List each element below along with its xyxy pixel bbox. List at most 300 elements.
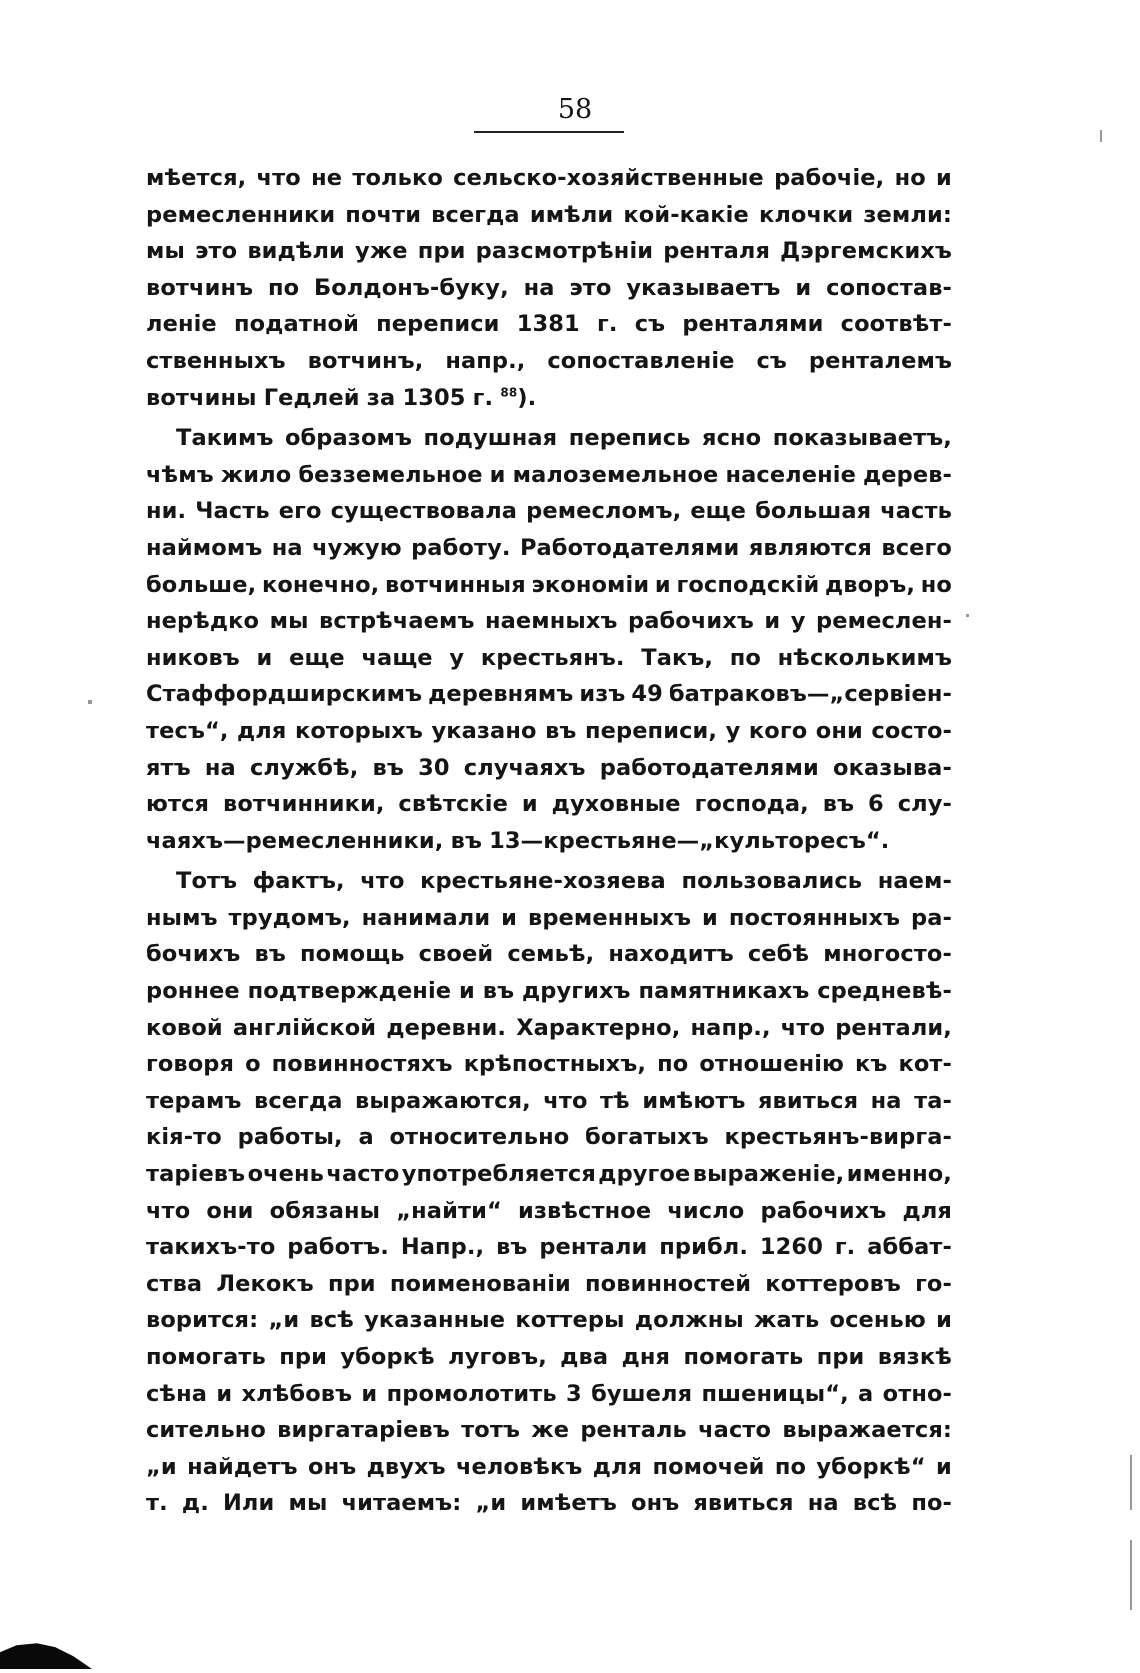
word: на xyxy=(271,534,303,561)
word: ремесленники xyxy=(146,201,336,228)
word: наемныхъ xyxy=(485,608,618,635)
word: всегда xyxy=(431,201,520,228)
word: по xyxy=(267,274,300,301)
word: соотвѣт- xyxy=(840,311,952,338)
word: еще xyxy=(289,644,345,671)
word: чаще xyxy=(361,644,433,671)
word: ства xyxy=(146,1270,203,1297)
text-line xyxy=(146,941,952,978)
word: службѣ, xyxy=(249,754,359,781)
word: „найти“ xyxy=(396,1197,502,1224)
word: Болдонъ-буку, xyxy=(314,274,509,301)
word: онъ xyxy=(631,1490,680,1517)
word: таріевъ xyxy=(146,1161,246,1188)
word: рабочихъ xyxy=(628,608,754,635)
word: уборкѣ xyxy=(340,1344,435,1370)
word: и xyxy=(764,608,781,635)
text-line xyxy=(146,1015,952,1052)
word: оказыва- xyxy=(833,754,952,781)
word: 1381 xyxy=(516,311,580,338)
word: за xyxy=(366,384,396,411)
word: рентали, xyxy=(835,1014,952,1041)
word: два xyxy=(560,1344,609,1370)
word: на xyxy=(807,1490,839,1517)
text-line xyxy=(146,868,952,905)
word: въ xyxy=(496,1234,528,1261)
word: 1260 xyxy=(759,1234,823,1261)
word: земли: xyxy=(863,201,952,228)
word: духовные xyxy=(551,791,681,818)
word: больше, xyxy=(146,571,257,598)
word: на xyxy=(870,1087,902,1114)
word: 3 xyxy=(566,1380,582,1407)
body-text xyxy=(146,165,952,1527)
text-line xyxy=(146,1417,952,1454)
word: и xyxy=(936,1453,952,1480)
word: перепись xyxy=(568,425,691,452)
word: должны xyxy=(634,1307,744,1334)
word: господскій xyxy=(676,571,820,598)
word: ни. xyxy=(146,498,187,525)
word: для xyxy=(237,717,287,744)
word: и xyxy=(361,1380,378,1407)
word: но xyxy=(920,571,952,598)
word: что xyxy=(360,868,405,895)
text-line xyxy=(146,165,952,202)
word: онъ xyxy=(308,1453,357,1480)
word: у xyxy=(725,717,741,744)
word: и xyxy=(501,904,518,931)
word: почти xyxy=(345,201,422,228)
word: и xyxy=(654,571,671,598)
word: чаяхъ—ремесленники, xyxy=(146,827,444,854)
word: что xyxy=(256,165,301,191)
text-line xyxy=(146,1234,952,1271)
word: по- xyxy=(911,1490,952,1517)
word: крѣпостныхъ, xyxy=(463,1051,647,1078)
word: жило xyxy=(220,461,292,488)
word: напр., xyxy=(445,347,526,374)
word: наймомъ xyxy=(146,534,263,561)
word: видѣли xyxy=(247,238,345,265)
word: именно, xyxy=(846,1161,952,1188)
word: большая xyxy=(755,498,872,525)
page-number-rule xyxy=(474,131,624,133)
word: экономіи xyxy=(531,571,650,598)
word: крестьянъ. xyxy=(480,644,625,671)
word: помогать xyxy=(146,1344,266,1370)
word: населеніе xyxy=(725,461,856,488)
text-line xyxy=(146,202,952,239)
word: для xyxy=(902,1197,952,1224)
word: въ xyxy=(450,827,482,854)
word: „и xyxy=(268,1307,300,1334)
word: Такимъ xyxy=(176,425,274,452)
word: средневѣ- xyxy=(817,978,952,1005)
word: переписи, xyxy=(584,717,718,744)
word: работъ. xyxy=(287,1234,389,1261)
word: кія-то xyxy=(146,1124,222,1151)
word: встрѣчаемъ xyxy=(319,608,475,635)
word: работу. xyxy=(411,534,511,561)
word: кой-какіе xyxy=(623,201,749,228)
word: отно- xyxy=(882,1380,952,1407)
text-line xyxy=(146,1454,952,1491)
word: очень xyxy=(247,1161,324,1188)
margin-mark xyxy=(1130,1540,1132,1610)
word: повинностяхъ xyxy=(271,1051,453,1078)
word: господа, xyxy=(694,791,809,818)
text-line xyxy=(146,681,952,718)
word: Такъ, xyxy=(641,644,714,671)
word: г. xyxy=(472,384,494,411)
word: ренталемъ xyxy=(808,347,952,374)
text-line xyxy=(146,1161,952,1198)
word: всего xyxy=(881,534,952,561)
word: 30 xyxy=(418,754,450,781)
word: сопостав- xyxy=(826,274,952,301)
text-line xyxy=(146,1051,952,1088)
word: нымъ xyxy=(146,904,218,931)
word: въ xyxy=(372,754,404,781)
word: человѣкъ xyxy=(455,1453,583,1480)
word: постоянныхъ xyxy=(728,904,901,931)
word: рентали xyxy=(539,1234,648,1261)
page-number: 58 xyxy=(557,94,593,125)
word: съ xyxy=(756,347,787,374)
word: напр., xyxy=(690,1014,771,1041)
word: ра- xyxy=(911,904,952,931)
word: Дэргемскихъ xyxy=(780,238,952,265)
word: малоземельное xyxy=(512,461,719,488)
text-line xyxy=(146,572,952,609)
text-line xyxy=(146,348,952,385)
text-line xyxy=(146,718,952,755)
word: кого xyxy=(748,717,808,744)
word: 6 xyxy=(868,791,884,818)
word: дня xyxy=(621,1344,671,1370)
margin-mark xyxy=(88,700,92,704)
word: и xyxy=(521,791,538,818)
word: крестьянъ-вирга- xyxy=(724,1124,952,1151)
word: многосто- xyxy=(823,941,952,968)
word: работодателями xyxy=(599,754,819,781)
word: и xyxy=(936,1307,952,1334)
word: имѣетъ xyxy=(520,1490,617,1517)
word: мы xyxy=(269,608,309,635)
word: обязаны xyxy=(269,1197,381,1224)
word: помочей xyxy=(652,1453,765,1480)
word: явиться xyxy=(693,1490,794,1517)
word: ремеслен- xyxy=(816,608,952,635)
word: они xyxy=(815,717,863,744)
word: слу- xyxy=(897,791,952,818)
word: что xyxy=(146,1197,191,1224)
word: ковой xyxy=(146,1014,223,1041)
word: безземельное xyxy=(298,461,483,488)
word: ренталями xyxy=(682,311,824,338)
word: и xyxy=(795,274,812,301)
word: своей xyxy=(418,941,494,968)
word: батраковъ—„сервіен- xyxy=(668,681,952,708)
word: аббат- xyxy=(867,1234,952,1261)
word: такихъ-то xyxy=(146,1234,276,1261)
word: сѣна xyxy=(146,1380,208,1407)
word: 13—крестьяне—„культоресъ“. xyxy=(489,827,890,854)
word: мы xyxy=(146,238,185,265)
word: у xyxy=(790,608,806,635)
word: тотъ xyxy=(461,1417,520,1444)
word: роннее xyxy=(146,978,240,1005)
word: образомъ xyxy=(284,425,413,452)
text-line xyxy=(146,1381,952,1418)
word: свѣтскіе xyxy=(398,791,508,818)
word: разсмотрѣніи xyxy=(475,238,654,265)
word: нанимали xyxy=(361,904,491,931)
text-line xyxy=(146,1271,952,1308)
word: часть xyxy=(880,498,952,525)
word: Лекокъ xyxy=(216,1270,314,1297)
word: сельско-хозяйственные xyxy=(453,165,764,191)
word: деревни. xyxy=(386,1014,507,1041)
word: вотчинныя xyxy=(385,571,526,598)
word: и xyxy=(256,644,273,671)
word: и xyxy=(702,904,718,931)
word: ятъ xyxy=(146,754,191,781)
word: нѣсколькимъ xyxy=(777,644,952,671)
text-line xyxy=(146,645,952,682)
word: жать xyxy=(754,1307,820,1334)
word: г. xyxy=(596,311,618,338)
text-line xyxy=(146,535,952,572)
word: наем- xyxy=(877,868,952,895)
word: только xyxy=(352,165,443,191)
word: выражается: xyxy=(782,1417,952,1444)
word: ственныхъ xyxy=(146,347,286,374)
word: Характерно, xyxy=(516,1014,681,1041)
word: извѣстное xyxy=(518,1197,652,1224)
word: которыхъ xyxy=(294,717,423,744)
word: и xyxy=(459,978,475,1005)
word: вотчинники, xyxy=(223,791,385,818)
word: д. xyxy=(181,1490,209,1517)
word: это xyxy=(569,274,612,301)
text-line xyxy=(146,1344,952,1381)
word: имѣютъ xyxy=(642,1087,746,1114)
word: число xyxy=(667,1197,745,1224)
word: и xyxy=(216,1380,233,1407)
word: рабочихъ xyxy=(760,1197,887,1224)
word: деревнямъ xyxy=(428,681,574,708)
word: уже xyxy=(355,238,408,265)
word: состо- xyxy=(871,717,952,744)
word: пшеницы“, xyxy=(701,1380,849,1407)
word: мы xyxy=(288,1490,328,1517)
word: подтвержденіе xyxy=(247,978,452,1005)
word: у xyxy=(449,644,465,671)
word: хлѣбовъ xyxy=(241,1380,353,1407)
word: тѣ xyxy=(600,1087,630,1114)
word: по xyxy=(774,1453,807,1480)
word: выраженіе, xyxy=(692,1161,845,1188)
word: бочихъ xyxy=(146,941,241,968)
word: богатыхъ xyxy=(585,1124,709,1151)
word: ренталь xyxy=(580,1417,687,1444)
word: еще xyxy=(690,498,747,525)
word: его xyxy=(278,498,322,525)
word: вотчинъ, xyxy=(307,347,424,374)
word: указанные xyxy=(364,1307,506,1334)
word: промолотить xyxy=(386,1380,557,1407)
word: съ xyxy=(634,311,666,338)
word: пользовались xyxy=(681,868,863,895)
word: ются xyxy=(146,791,210,818)
word: же xyxy=(531,1417,570,1444)
word: и xyxy=(489,461,506,488)
text-line xyxy=(146,1088,952,1125)
text-line xyxy=(146,385,952,422)
word: переписи xyxy=(376,311,500,338)
footnote-reference xyxy=(500,385,536,411)
word: „и xyxy=(146,1453,177,1480)
word: изъ xyxy=(579,681,626,708)
word: отношенію xyxy=(699,1051,845,1078)
text-line xyxy=(146,311,952,348)
word: при xyxy=(327,1270,376,1297)
word: помощь xyxy=(299,941,405,968)
word: го- xyxy=(915,1270,952,1297)
text-line xyxy=(146,1490,952,1527)
word: указано xyxy=(431,717,537,744)
word: Часть xyxy=(195,498,270,525)
word: помогать xyxy=(683,1344,804,1370)
footnote-number: 88 xyxy=(500,385,518,400)
word: чѣмъ xyxy=(146,461,214,488)
word: въ xyxy=(482,978,515,1005)
text-line xyxy=(146,425,952,462)
word: имѣли xyxy=(529,201,614,228)
word: и xyxy=(936,165,952,191)
word: въ xyxy=(254,941,286,968)
text-line xyxy=(146,791,952,828)
word: никовъ xyxy=(146,644,240,671)
word: тесъ“, xyxy=(146,717,229,744)
word: выражаются, xyxy=(355,1087,531,1114)
text-line xyxy=(146,755,952,792)
word: при xyxy=(279,1344,327,1370)
word: часто xyxy=(698,1417,772,1444)
word: указываетъ xyxy=(626,274,781,301)
word: коттеры xyxy=(515,1307,625,1334)
word: памятникахъ xyxy=(638,978,810,1005)
word: ремесломъ, xyxy=(526,498,682,525)
word: часто xyxy=(326,1161,400,1188)
footnote-close: ). xyxy=(517,384,537,411)
word: вязкѣ xyxy=(877,1344,952,1370)
word: дерев- xyxy=(863,461,952,488)
word: та- xyxy=(914,1087,952,1114)
text-line xyxy=(146,608,952,645)
word: мѣется, xyxy=(146,165,247,191)
word: къ xyxy=(855,1051,888,1078)
word: рабочіе, xyxy=(774,165,885,191)
word: луговъ, xyxy=(448,1344,547,1370)
word: сопоставленіе xyxy=(547,347,735,374)
word: что xyxy=(780,1014,826,1041)
word: не xyxy=(311,165,343,191)
word: податной xyxy=(233,311,359,338)
word: въ xyxy=(545,717,577,744)
word: найдетъ xyxy=(187,1453,298,1480)
word: а xyxy=(358,1124,374,1151)
word: работы, xyxy=(237,1124,343,1151)
word: кот- xyxy=(898,1051,952,1078)
word: въ xyxy=(822,791,855,818)
margin-mark xyxy=(1130,1455,1132,1510)
text-line xyxy=(146,1198,952,1235)
word: показываетъ, xyxy=(772,425,952,452)
scan-blot xyxy=(0,1641,92,1669)
word: трудомъ, xyxy=(228,904,351,931)
word: существовала xyxy=(330,498,518,525)
word: себѣ xyxy=(747,941,810,968)
word: сительно xyxy=(146,1417,266,1444)
word: другихъ xyxy=(521,978,631,1005)
word: поименованіи xyxy=(389,1270,571,1297)
word: семьѣ, xyxy=(507,941,595,968)
word: ворится: xyxy=(146,1307,259,1334)
word: всѣ xyxy=(309,1307,354,1334)
word: чужую xyxy=(312,534,402,561)
margin-mark xyxy=(966,614,969,617)
word: вотчины xyxy=(146,384,257,411)
word: Работодателями xyxy=(519,534,740,561)
word: 49 xyxy=(631,681,663,708)
word: коттеровъ xyxy=(765,1270,901,1297)
word: временныхъ xyxy=(527,904,692,931)
word: осенью xyxy=(829,1307,926,1334)
word: двухъ xyxy=(366,1453,446,1480)
text-line xyxy=(146,238,952,275)
word: на xyxy=(204,754,236,781)
word: это xyxy=(195,238,238,265)
word: леніе xyxy=(146,311,217,338)
text-line xyxy=(146,1307,952,1344)
word: являются xyxy=(748,534,872,561)
word: на xyxy=(523,274,555,301)
word: для xyxy=(592,1453,643,1480)
word: другое xyxy=(598,1161,691,1188)
word: дворъ, xyxy=(825,571,916,598)
text-line xyxy=(146,462,952,499)
word: подушная xyxy=(423,425,558,452)
word: „и xyxy=(475,1490,507,1517)
word: вотчинъ xyxy=(146,274,254,301)
word: по xyxy=(729,644,761,671)
word: по xyxy=(657,1051,689,1078)
word: относительно xyxy=(389,1124,570,1151)
word: Или xyxy=(222,1490,275,1517)
word: Гедлей xyxy=(263,384,360,411)
word: фактъ, xyxy=(252,868,345,895)
margin-mark xyxy=(1100,130,1102,142)
word: о xyxy=(245,1051,261,1078)
word: при xyxy=(417,238,466,265)
word: всѣ xyxy=(852,1490,898,1517)
word: г. xyxy=(834,1234,856,1261)
word: случаяхъ xyxy=(463,754,586,781)
word: употребляется xyxy=(401,1161,596,1188)
